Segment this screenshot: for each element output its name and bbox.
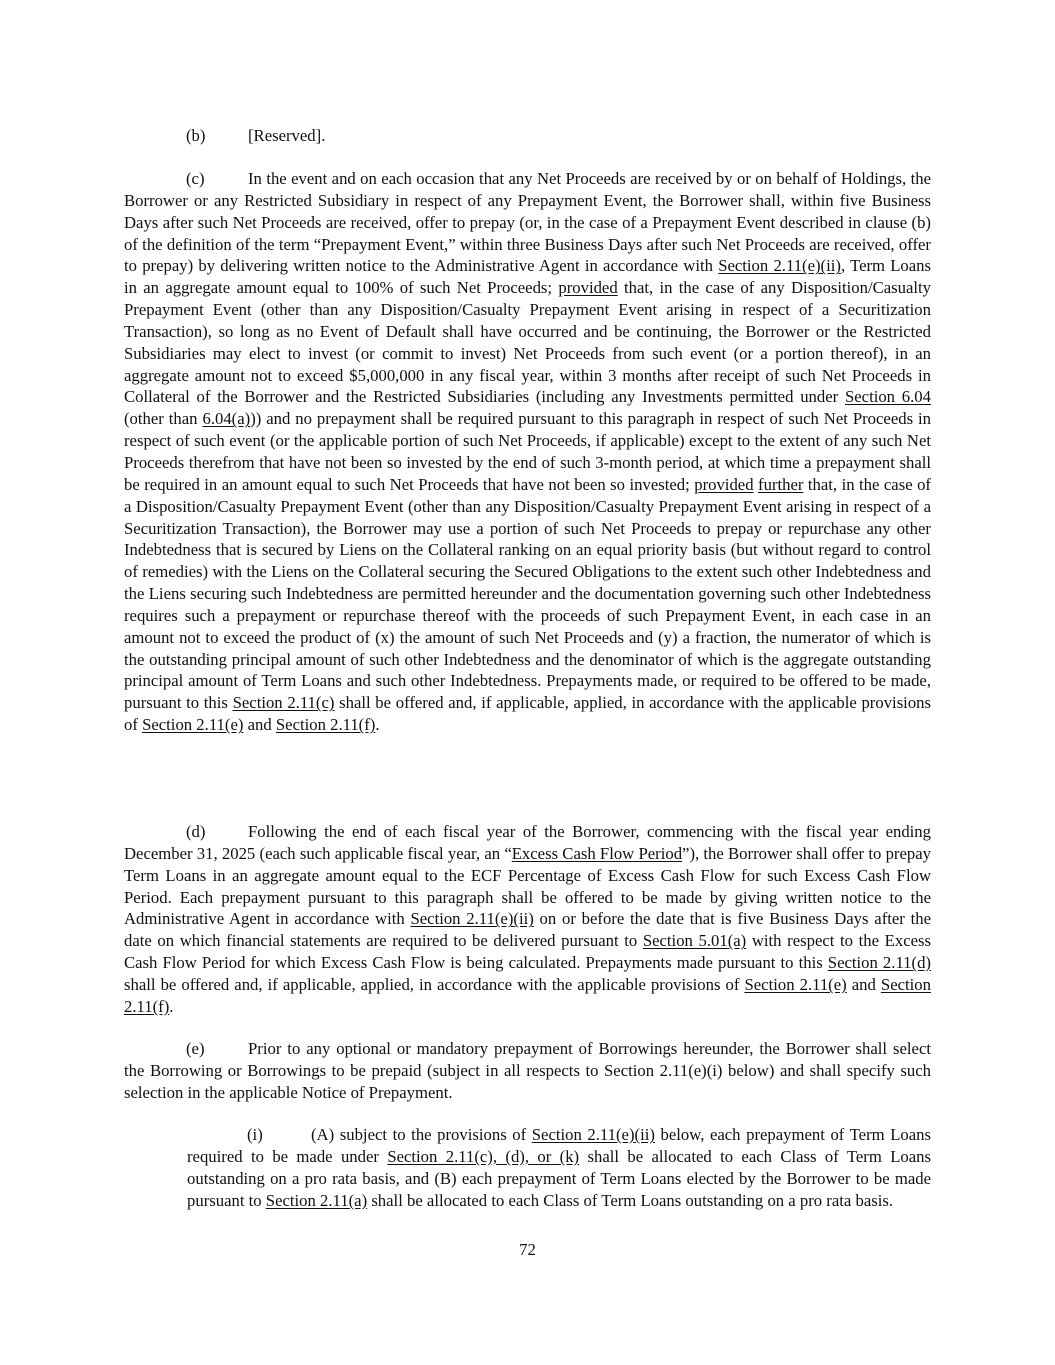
paragraph-text: In the event and on each occasion that any Net Proceeds are received by or on behalf of Holdings, the Borrower or any Restricted Subsidiary in respect of any Prepayment Event, the Borrower shall, within five Business Days after such Net Proceeds are received, offer to prepay (or, in the case of a Prepayment Event described in clause (b) of the definition of the term “Prepayment Event,” within three Business Days after such Net Proceeds are received, offer to prepay) by delivering written notice to the Administrative Agent in accordance with [124, 169, 931, 276]
paragraph-label: (e) [186, 1039, 205, 1058]
cross-reference-link: Section 5.01(a) [642, 931, 747, 951]
cross-reference-link: Section 2.11(e)(ii) [531, 1125, 655, 1144]
paragraph-text: ”), the Borrower shall offer to prepay Term Loans in an aggregate amount equal to the ECF Percentage of Excess Cash Flow for such Excess Cash Flow Period. Each prepayment pursuant to this paragraph shall be offered to be made by giving written notice to the Administrative Agent in accordance with [124, 843, 931, 929]
paragraph-text: below, each prepayment of Term Loans required to be made under [187, 1125, 931, 1166]
cross-reference-link: 6.04(a) [202, 409, 251, 429]
paragraph-text: Prior to any optional or mandatory prepayment of Borrowings hereunder, the Borrower shall select the Borrowing or Borrowings to be prepaid (subject in all respects to Section 2.11(e)(i) below) and shall specify such selection in the applicable Notice of Prepayment. [124, 1039, 931, 1102]
cross-reference-link: Section 2.11(c), (d), or (k) [387, 1146, 580, 1166]
paragraph-text: shall be offered and, if applicable, applied, in accordance with the applicable provisions of [124, 693, 932, 735]
paragraph-label: (c) [186, 169, 205, 188]
paragraph-text: , Term Loans in an aggregate amount equal to 100% of such Net Proceeds; [124, 256, 932, 298]
cross-reference-link: Section 6.04 [844, 387, 931, 407]
cross-reference-link: Section 2.11(e) [142, 715, 244, 735]
paragraph-text: . [375, 715, 380, 735]
paragraph-text: (A) subject to the provisions of [311, 1125, 532, 1144]
paragraph-text: and [243, 715, 276, 735]
paragraph-text: shall be offered and, if applicable, applied, in accordance with the applicable provisions of [124, 974, 745, 994]
subparagraph-e-i [187, 1124, 931, 1211]
paragraph-b [124, 125, 931, 147]
paragraph-label: (d) [186, 822, 206, 841]
paragraph-text: [Reserved]. [248, 126, 326, 145]
cross-reference-link: Section 2.11(d) [827, 953, 931, 973]
cross-reference-link: Section 2.11(c) [232, 693, 335, 713]
paragraph-text: that, in the case of a Disposition/Casualty Prepayment Event (other than any Disposition/Casualty Prepayment Event arising in respect of a Securitization Transaction), the Borrower may use a portion of such Net Proceeds to prepay or repurchase any other Indebtedness that is secured by Liens on the Collateral ranking on an equal priority basis (but without regard to control of remedies) with the Liens on the Collateral securing the Secured Obligations to the extent such other Indebtedness and the Liens securing such Indebtedness are permitted hereunder and the documentation governing such other Indebtedness requires such a prepayment or repurchase thereof with the proceeds of such Prepayment Event, in each case in an amount not to exceed the product of (x) the amount of such Net Proceeds and (y) a fraction, the numerator of which is the outstanding principal amount of such other Indebtedness and the denominator of which is the aggregate outstanding principal amount of Term Loans and such other Indebtedness. Prepayments made, or required to be offered to be made, pursuant to this [124, 474, 931, 713]
emphasis-term: provided [694, 474, 754, 494]
paragraph-c [124, 168, 931, 736]
paragraph-text: )) and no prepayment shall be required pursuant to this paragraph in respect of such Net Proceeds in respect of such event (or the applicable portion of such Net Proceeds, if applicable) except to the extent of any such Net Proceeds therefrom that have not been so invested by the end of such 3-month period, at which time a prepayment shall be required in an amount equal to such Net Proceeds that have not been so invested; [124, 409, 931, 494]
defined-term: Excess Cash Flow Period [511, 843, 683, 863]
paragraph-label: (i) [247, 1125, 263, 1144]
paragraph-text: Following the end of each fiscal year of the Borrower, commencing with the fiscal year ending December 31, 2025 (each such applicable fiscal year, an “ [124, 822, 931, 863]
paragraph-text: shall be allocated to each Class of Term Loans outstanding on a pro rata basis, and (B) each prepayment of Term Loans elected by the Borrower to be made pursuant to [187, 1146, 931, 1210]
paragraph-text: with respect to the Excess Cash Flow Period for which Excess Cash Flow is being calculated. Prepayments made pursuant to this [124, 931, 931, 973]
cross-reference-link: Section 2.11(e)(ii) [410, 909, 534, 929]
paragraph-label: (b) [186, 126, 206, 145]
cross-reference-link: Section 2.11(e)(ii) [718, 256, 841, 276]
paragraph-text: (other than [124, 409, 203, 429]
paragraph-text: . [169, 996, 174, 1016]
emphasis-term: provided [558, 278, 618, 298]
paragraph-text: that, in the case of any Disposition/Casualty Prepayment Event (other than any Disposition/Casualty Prepayment Event arising in respect of a Securitization Transaction), so long as no Event of Default shall have occurred and be continuing, the Borrower or the Restricted Subsidiaries may elect to invest (or commit to invest) Net Proceeds from such event (or a portion thereof), in an aggregate amount not to exceed $5,000,000 in any fiscal year, within 3 months after receipt of such Net Proceeds in Collateral of the Borrower and the Restricted Subsidiaries (including any Investments permitted under [124, 278, 931, 407]
cross-reference-link: Section 2.11(e) [744, 974, 847, 994]
paragraph-e [124, 1038, 931, 1104]
cross-reference-link: Section 2.11(a) [265, 1190, 368, 1210]
emphasis-term: further [758, 474, 804, 494]
paragraph-text: on or before the date that is five Business Days after the date on which financial statements are required to be delivered pursuant to [124, 909, 931, 951]
paragraph-d [124, 821, 931, 1018]
paragraph-text: and [846, 974, 881, 994]
cross-reference-link: Section 2.11(f) [275, 715, 376, 735]
paragraph-text: shall be allocated to each Class of Term Loans outstanding on a pro rata basis. [367, 1190, 894, 1210]
cross-reference-link: Section 2.11(f) [124, 974, 931, 1016]
page-number: 72 [519, 1240, 536, 1259]
